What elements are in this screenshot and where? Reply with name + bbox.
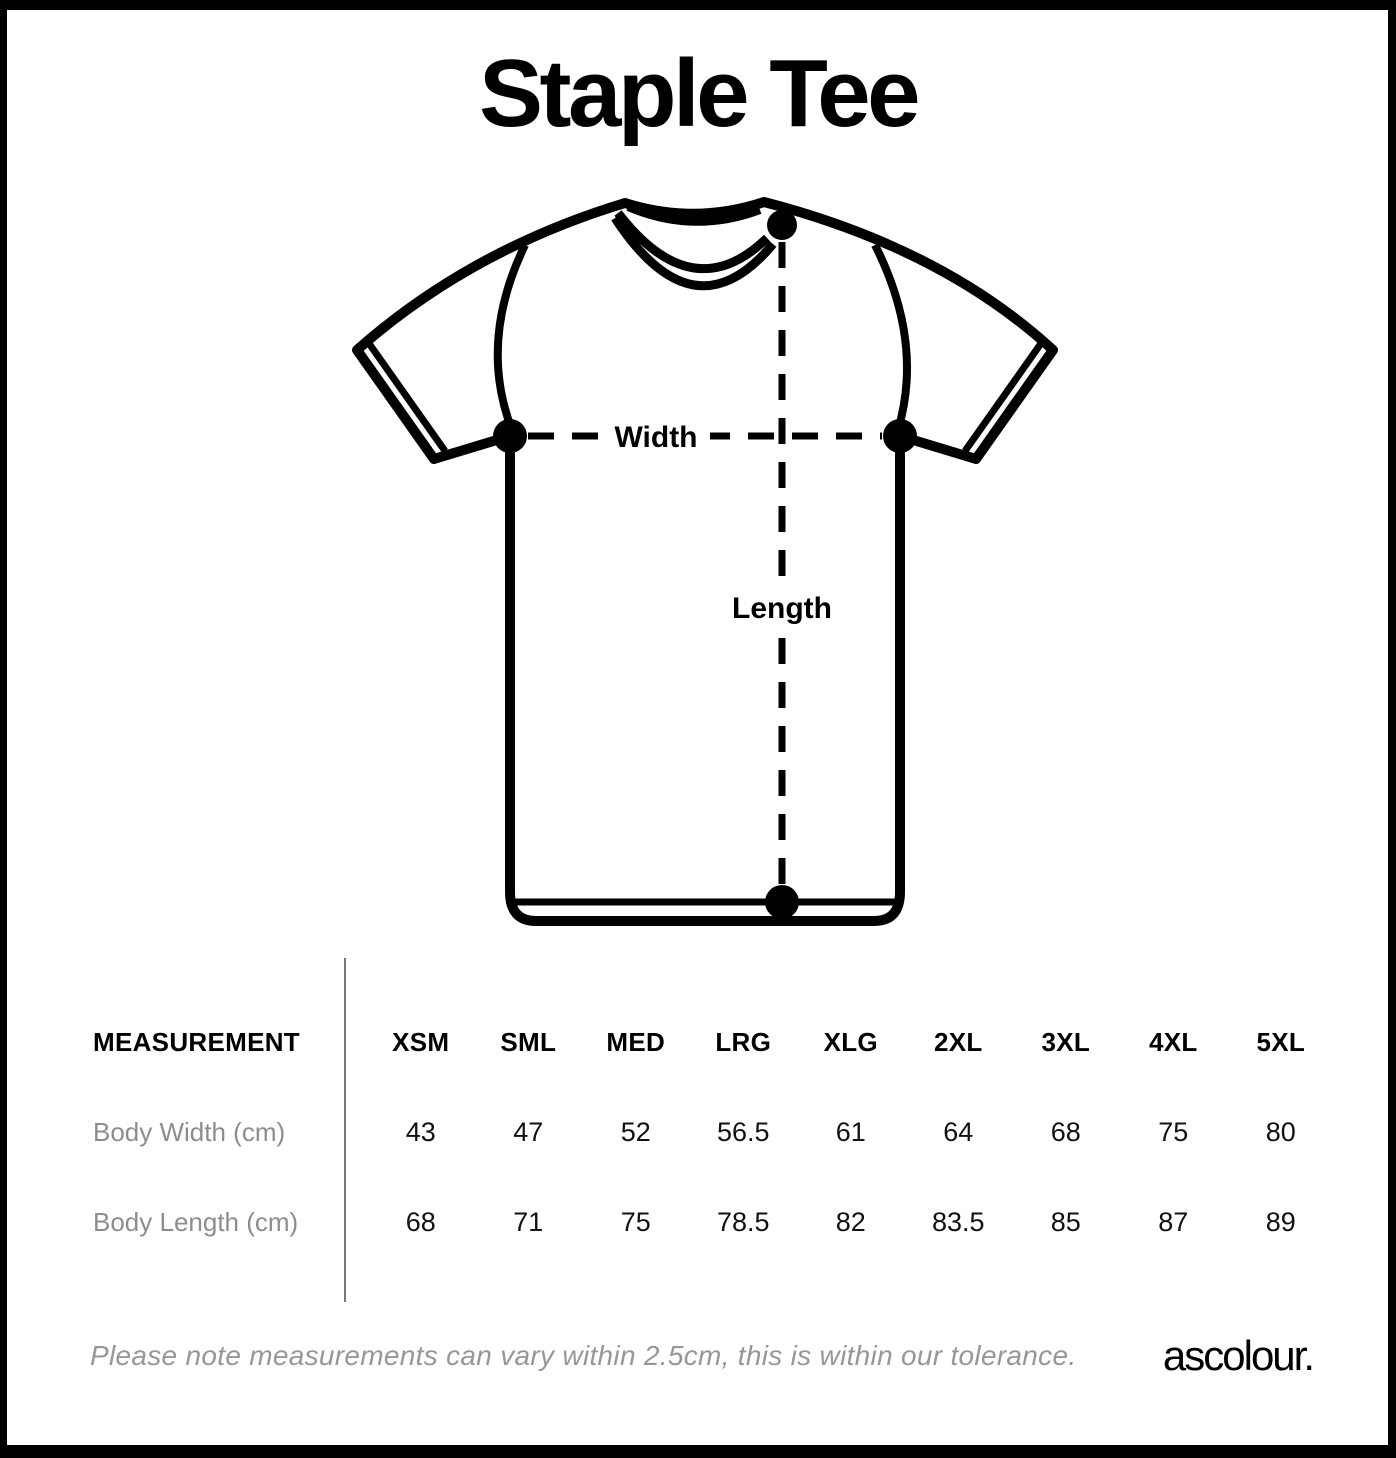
size-col-header-2xl: 2XL bbox=[933, 1026, 983, 1057]
body-width-4xl: 75 bbox=[1158, 1116, 1189, 1147]
body-width-3xl: 68 bbox=[1050, 1116, 1081, 1147]
size-col-header-lrg: LRG bbox=[715, 1026, 772, 1057]
size-col-header-4xl: 4XL bbox=[1148, 1026, 1198, 1057]
length-label: Length bbox=[732, 592, 832, 625]
size-col-header-3xl: 3XL bbox=[1041, 1026, 1091, 1057]
body-length-sml: 71 bbox=[513, 1206, 544, 1237]
body-width-xlg: 61 bbox=[835, 1116, 866, 1147]
width-label: Width bbox=[614, 421, 698, 454]
body-width-med: 52 bbox=[620, 1116, 651, 1147]
body-length-med: 75 bbox=[620, 1206, 651, 1237]
size-col-header-xsm: XSM bbox=[392, 1026, 450, 1057]
body-width-row bbox=[0, 1087, 1396, 1177]
row-label-body-width: Body Width (cm) bbox=[93, 1116, 286, 1147]
body-length-5xl: 89 bbox=[1265, 1206, 1296, 1237]
body-width-5xl: 80 bbox=[1265, 1116, 1296, 1147]
measurement-header: MEASUREMENT bbox=[93, 1026, 300, 1057]
body-length-xlg: 82 bbox=[835, 1206, 866, 1237]
ascolour-logo: ascolour. bbox=[1162, 1332, 1313, 1379]
hem-point-dot bbox=[765, 885, 799, 919]
tolerance-note: Please note measurements can vary within 2.5cm, this is within our tolerance. bbox=[90, 1340, 1077, 1371]
tee-diagram bbox=[330, 180, 1070, 940]
body-length-xsm: 68 bbox=[405, 1206, 436, 1237]
right-underarm-dot bbox=[883, 419, 917, 453]
neck-point-dot bbox=[767, 210, 797, 240]
body-width-2xl: 64 bbox=[943, 1116, 974, 1147]
size-col-header-med: MED bbox=[606, 1026, 666, 1057]
size-table bbox=[0, 997, 1396, 1267]
size-col-header-sml: SML bbox=[500, 1026, 557, 1057]
body-length-3xl: 85 bbox=[1050, 1206, 1081, 1237]
body-length-row bbox=[0, 1177, 1396, 1267]
body-width-lrg: 56.5 bbox=[716, 1116, 770, 1147]
body-width-xsm: 43 bbox=[405, 1116, 436, 1147]
size-col-header-xlg: XLG bbox=[823, 1026, 878, 1057]
size-table-header-row bbox=[0, 997, 1396, 1087]
row-label-body-length: Body Length (cm) bbox=[93, 1206, 299, 1237]
size-col-header-5xl: 5XL bbox=[1256, 1026, 1306, 1057]
body-length-2xl: 83.5 bbox=[931, 1206, 985, 1237]
left-underarm-dot bbox=[493, 419, 527, 453]
page-title: Staple Tee bbox=[478, 40, 918, 147]
body-width-sml: 47 bbox=[513, 1116, 544, 1147]
tee-outline bbox=[357, 202, 1053, 921]
body-length-4xl: 87 bbox=[1158, 1206, 1189, 1237]
body-length-lrg: 78.5 bbox=[716, 1206, 770, 1237]
